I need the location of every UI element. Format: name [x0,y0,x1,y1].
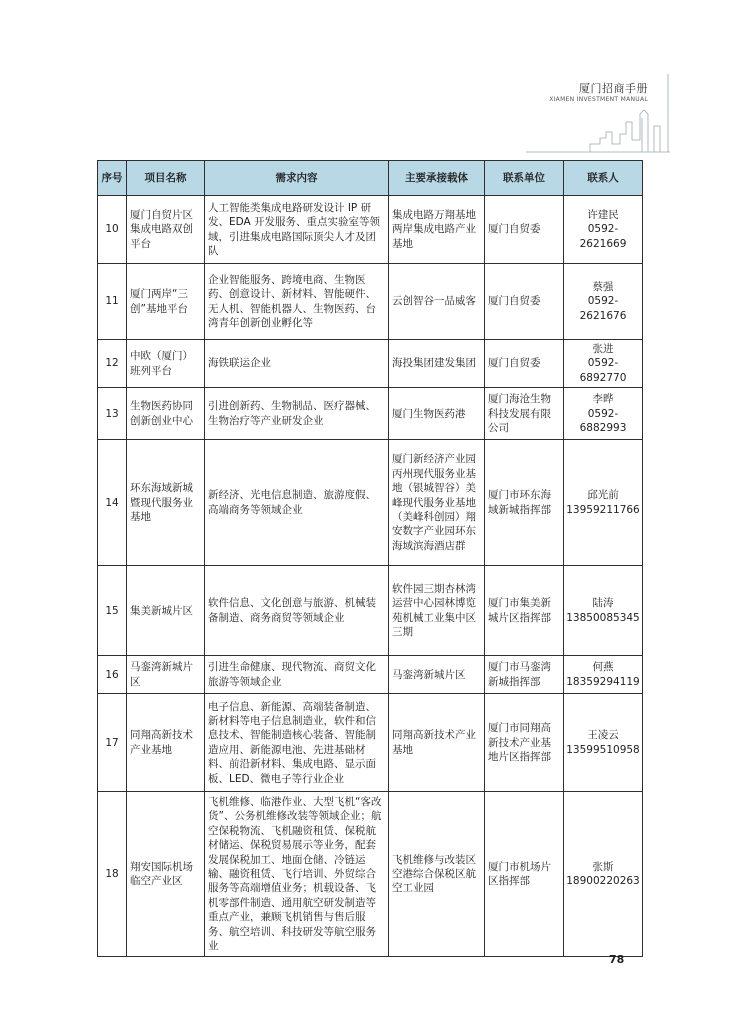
column-header-no: 序号 [98,161,127,196]
contact-phone: 18900220263 [566,875,640,888]
carrier: 厦门生物医药港 [389,388,485,440]
carrier: 马銮湾新城片区 [389,656,485,694]
demand-content: 海铁联运企业 [205,340,389,388]
manual-title: 厦门招商手册 [579,82,648,95]
contact-unit: 厦门市集美新城片区指挥部 [485,566,564,656]
contact-person [564,388,643,440]
table-row [98,656,643,694]
contact-unit: 厦门自贸委 [485,264,564,340]
contact-phone: 0592-2621669 [579,223,627,250]
table-header-row [98,161,643,196]
contact-name: 张进 [592,343,614,355]
row-number: 16 [98,656,127,694]
contact-unit: 厦门市马銮湾新城指挥部 [485,656,564,694]
contact-phone: 18359294119 [566,675,640,688]
carrier: 云创智谷一品威客 [389,264,485,340]
carrier: 厦门新经济产业园丙州现代服务业基地（银城智谷）美峰现代服务业基地（美峰科创园）翔安数字产业园环东海域滨海酒店群 [389,440,485,566]
page-number: 78 [609,953,625,966]
project-name: 同翔高新技术产业基地 [127,694,205,792]
project-name: 厦门自贸片区集成电路双创平台 [127,196,205,264]
contact-person [564,440,643,566]
contact-person [564,264,643,340]
contact-person [564,196,643,264]
demand-content: 飞机维修、临港作业、大型飞机“客改货”、公务机维修改装等领域企业；航空保税物流、飞机融资租赁、保税航材储运、保税贸易展示等业务，配套发展保税加工、地面仓储、冷链运输、融资租赁、飞行培训、外贸综合服务等高端增值业务；机载设备、飞机零部件制造、通用航空研发制造等重点产业，兼顾飞机销售与售后服务、航空培训、科技研发等航空服务业 [205,792,389,957]
contact-unit: 厦门海沧生物科技发展有限公司 [485,388,564,440]
row-number: 15 [98,566,127,656]
contact-unit: 厦门自贸委 [485,340,564,388]
carrier: 飞机维修与改装区空港综合保税区航空工业园 [389,792,485,957]
carrier: 集成电路万翔基地两岸集成电路产业基地 [389,196,485,264]
carrier: 同翔高新技术产业基地 [389,694,485,792]
contact-phone: 13959211766 [566,503,640,516]
contact-name: 王凌云 [587,729,619,742]
project-name: 集美新城片区 [127,566,205,656]
table-row [98,792,643,957]
row-number: 13 [98,388,127,440]
demand-content: 引进生命健康、现代物流、商贸文化旅游等领域企业 [205,656,389,694]
contact-person [564,694,643,792]
demand-content: 电子信息、新能源、高端装备制造、新材料等电子信息制造业，软件和信息技术、智能制造核心装备、智能制造应用、新能源电池、先进基础材料、前沿新材料、集成电路、显示面板、LED、微电子等行业企业 [205,694,389,792]
contact-phone: 0592-2621676 [579,295,627,322]
row-number: 18 [98,792,127,957]
contact-unit: 厦门市环东海域新城指挥部 [485,440,564,566]
row-number: 12 [98,340,127,388]
project-name: 厦门两岸“三创”基地平台 [127,264,205,340]
contact-name: 何燕 [592,661,614,674]
contact-phone: 0592-6892770 [579,357,627,384]
carrier: 海投集团建发集团 [389,340,485,388]
column-header-project-name: 项目名称 [127,161,205,196]
contact-phone: 13850085345 [566,611,640,624]
row-number: 10 [98,196,127,264]
investment-projects-table [97,160,643,957]
project-name: 翔安国际机场临空产业区 [127,792,205,957]
contact-phone: 0592-6882993 [579,407,627,434]
contact-unit: 厦门市机场片区指挥部 [485,792,564,957]
column-header-contact: 联系人 [564,161,643,196]
table-row [98,440,643,566]
contact-unit: 厦门市同翔高新技术产业基地片区指挥部 [485,694,564,792]
row-number: 17 [98,694,127,792]
contact-name: 陆涛 [592,597,614,610]
demand-content: 软件信息、文化创意与旅游、机械装备制造、商务商贸等领域企业 [205,566,389,656]
project-name: 环东海域新城暨现代服务业基地 [127,440,205,566]
demand-content: 企业智能服务、跨境电商、生物医药、创意设计、新材料、智能硬件、无人机、智能机器人、生物医药、台湾青年创新创业孵化等 [205,264,389,340]
contact-person [564,566,643,656]
demand-content: 人工智能类集成电路研发设计 IP 研发、EDA 开发服务、重点实验室等领域，引进集成电路国际顶尖人才及团队 [205,196,389,264]
table-row [98,694,643,792]
column-header-demand: 需求内容 [205,161,389,196]
project-name: 生物医药协同创新创业中心 [127,388,205,440]
contact-person [564,656,643,694]
table-row [98,264,643,340]
contact-person [564,792,643,957]
demand-content: 引进创新药、生物制品、医疗器械、生物治疗等产业研发企业 [205,388,389,440]
manual-subtitle: XIAMEN INVESTMENT MANUAL [549,96,648,103]
manual-header [520,74,670,154]
row-number: 11 [98,264,127,340]
contact-name: 李晔 [592,393,614,406]
table-row [98,566,643,656]
contact-name: 蔡强 [592,280,614,293]
demand-content: 新经济、光电信息制造、旅游度假、高端商务等领域企业 [205,440,389,566]
column-header-unit: 联系单位 [485,161,564,196]
contact-name: 许建民 [587,208,619,221]
project-name: 中欧（厦门）班列平台 [127,340,205,388]
contact-name: 张斯 [592,860,614,873]
project-name: 马銮湾新城片区 [127,656,205,694]
contact-name: 邱光前 [587,489,619,502]
contact-unit: 厦门自贸委 [485,196,564,264]
column-header-carrier: 主要承接载体 [389,161,485,196]
table-row [98,340,643,388]
row-number: 14 [98,440,127,566]
contact-phone: 13599510958 [566,743,640,756]
contact-person [564,340,643,388]
carrier: 软件园三期杏林湾运营中心园林博览苑机械工业集中区三期 [389,566,485,656]
table-row [98,388,643,440]
table-row [98,196,643,264]
